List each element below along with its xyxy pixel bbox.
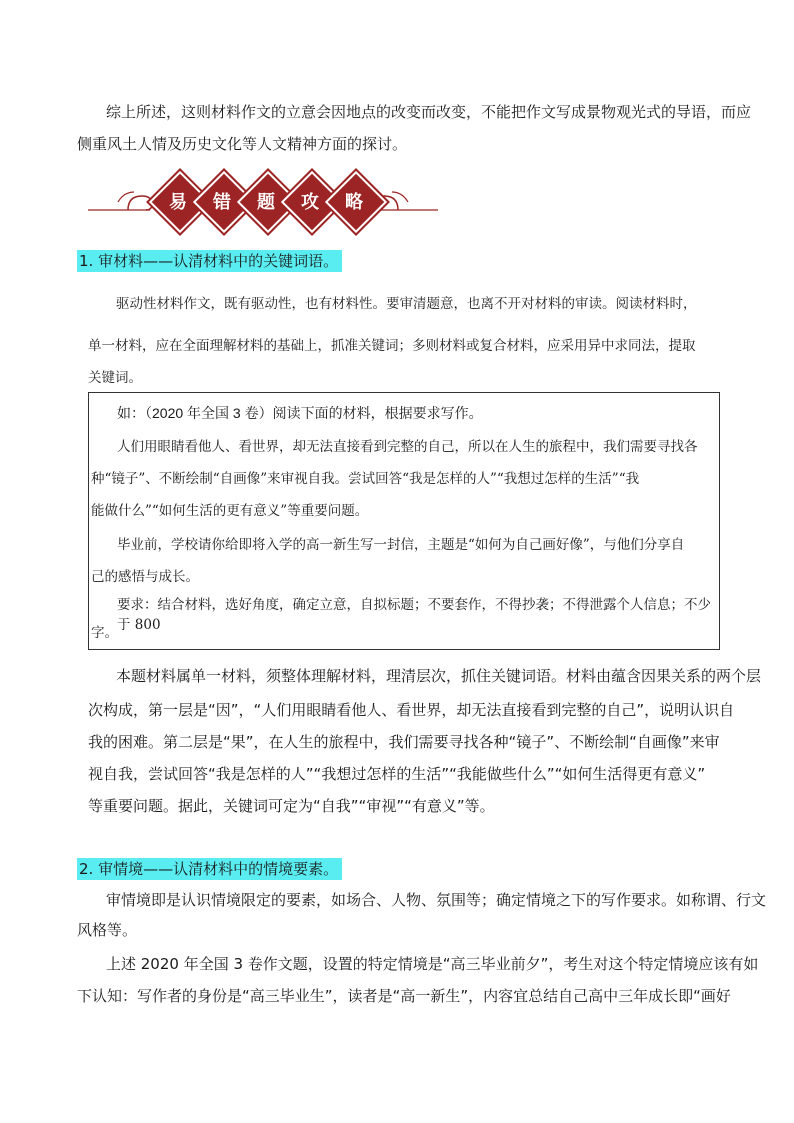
section-1-para-line-3: 关键词。 — [88, 370, 142, 386]
section-1-heading: 1. 审材料——认清材料中的关键词语。 — [77, 250, 342, 272]
section-1-para-line-1: 驱动性材料作文，既有驱动性，也有材料性。要审清题意，也离不开对材料的审读。阅读材料时， — [116, 296, 697, 312]
analysis-line-4: 视自我，尝试回答“我是怎样的人”“我想过怎样的生活”“我能做些什么”“如何生活得更有意义” — [88, 765, 706, 783]
example-p2-line-2: 己的感悟与成长。 — [91, 569, 199, 585]
example-p1-line-2: 种“镜子”、不断绘制“自画像”来审视自我。尝试回答“我是怎样的人”“我想过怎样的生活”“我 — [91, 471, 640, 487]
section-2-p2-line-2: 下认知：写作者的身份是“高三毕业生”，读者是“高一新生”，内容宜总结自己高中三年成长即“画好 — [77, 987, 731, 1005]
intro-line-2: 侧重风土人情及历史文化等人文精神方面的探讨。 — [77, 135, 408, 153]
example-p1-line-1: 人们用眼睛看他人、看世界，却无法直接看到完整的自己，所以在人生的旅程中，我们需要寻找各 — [117, 439, 698, 455]
banner-char-5: 略 — [345, 192, 363, 213]
analysis-line-2: 次构成，第一层是“因”，“人们用眼睛看他人、看世界，却无法直接看到完整的自己”，说明认识自 — [88, 701, 735, 719]
mistake-strategy-banner — [88, 172, 438, 236]
intro-line-1: 综上所述，这则材料作文的立意会因地点的改变而改变，不能把作文写成景物观光式的导语，而应 — [106, 103, 752, 121]
example-title: 如：（2020 年全国 3 卷）阅读下面的材料，根据要求写作。 — [117, 405, 483, 421]
section-2-p1-line-1: 审情境即是认识情境限定的要素，如场合、人物、氛围等；确定情境之下的写作要求。如称谓、行文 — [106, 891, 767, 909]
example-box — [88, 392, 720, 650]
banner-char-2: 错 — [213, 192, 231, 213]
analysis-line-3: 我的困难。第二层是“果”，在人生的旅程中，我们需要寻找各种“镜子”、不断绘制“自画像”来审 — [88, 733, 720, 751]
section-1-para-line-2: 单一材料，应在全面理解材料的基础上，抓准关键词；多则材料或复合材料，应采用异中求同法，提取 — [88, 338, 696, 354]
section-2-heading: 2. 审情境——认清材料中的情境要素。 — [77, 858, 342, 880]
section-2-p1-line-2: 风格等。 — [77, 921, 138, 939]
banner-char-4: 攻 — [301, 192, 319, 213]
example-p2-line-1: 毕业前，学校请你给即将入学的高一新生写一封信，主题是“如何为自己画好像”，与他们分享自 — [117, 537, 685, 553]
example-p1-line-3: 能做什么”“如何生活的更有意义”等重要问题。 — [91, 503, 369, 519]
banner-char-3: 题 — [257, 192, 275, 213]
example-p3-line-2: 字。 — [91, 625, 118, 641]
example-p3-line-1: 要求：结合材料，选好角度，确定立意，自拟标题；不要套作，不得抄袭；不得泄露个人信息；不少于 800 — [117, 597, 711, 633]
banner-char-1: 易 — [169, 192, 187, 213]
section-2-p2-line-1: 上述 2020 年全国 3 卷作文题，设置的特定情境是“高三毕业前夕”，考生对这个特定情境应该有如 — [106, 955, 759, 973]
analysis-line-5: 等重要问题。据此，关键词可定为“自我”“审视”“有意义”等。 — [88, 797, 495, 815]
analysis-line-1: 本题材料属单一材料，须整体理解材料，理清层次，抓住关键词语。材料由蕴含因果关系的两个层 — [116, 667, 762, 685]
